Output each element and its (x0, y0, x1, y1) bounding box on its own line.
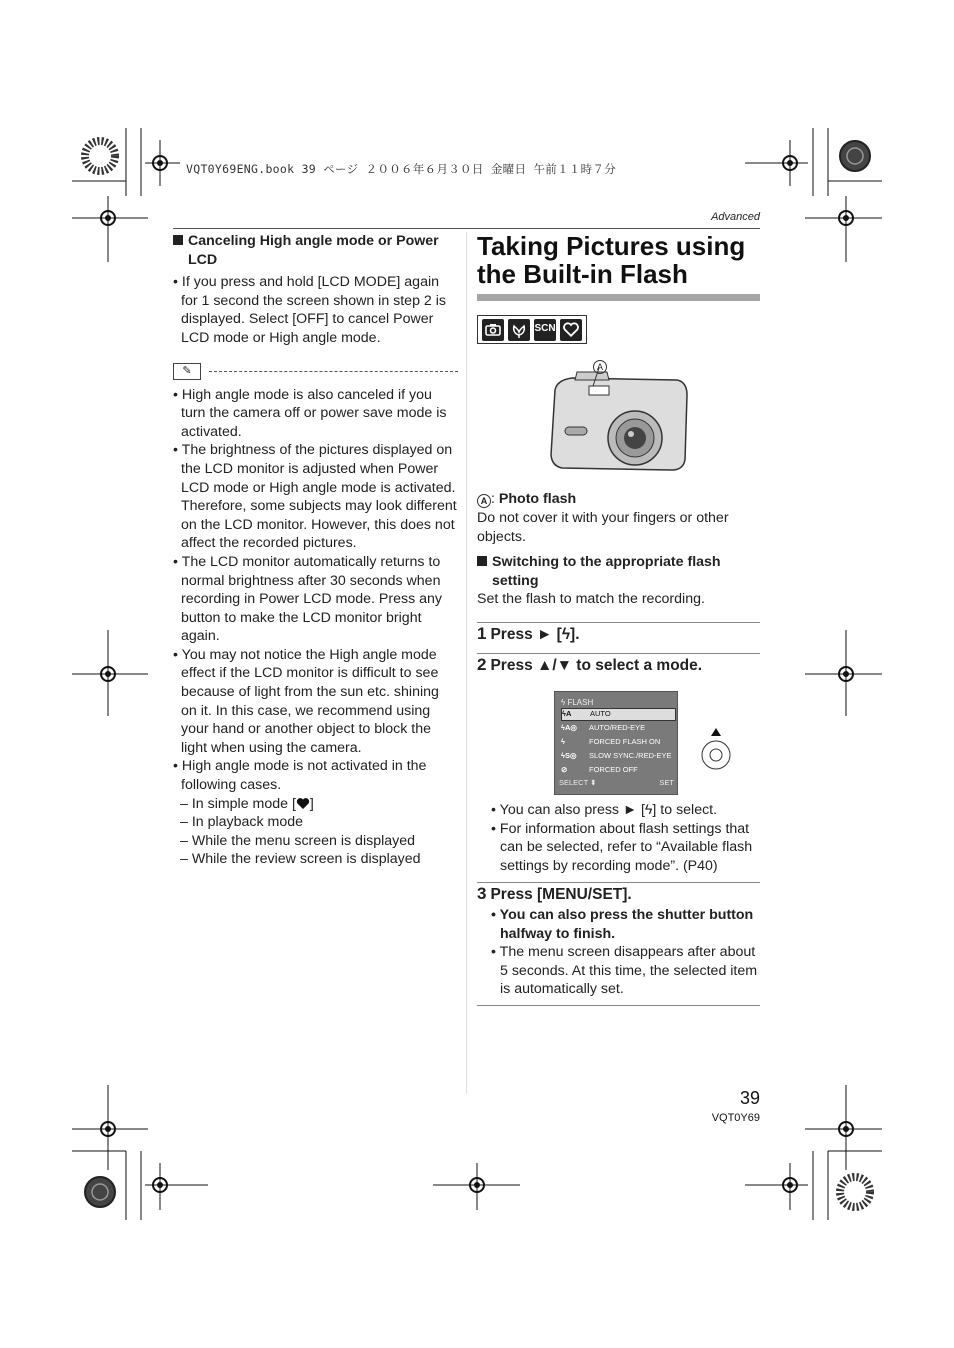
note-bullet: • The brightness of the pictures displayed on the LCD monitor is adjusted when Power LCD mode or High angle mode is activated. Therefore, some subjects may look different on the LCD monitor. However, this does not affect the recorded pictures. (173, 442, 457, 552)
note-bullet: • You may not notice the High angle mode effect if the LCD monitor is difficult to see because of light from the sun etc. shining on it. In this case, we recommend using your hand or another object to block the light when using the camera. (173, 646, 439, 756)
flash-icon: ϟ (561, 626, 571, 643)
lcd-option: ϟA◎ AUTO/RED-EYE (561, 723, 646, 733)
section-label: Advanced (711, 211, 760, 223)
right-column (477, 231, 760, 998)
step-2: 2 Press ▲/▼ to select a mode. (477, 655, 703, 674)
flash-description: Do not cover it with your fingers or other objects. (477, 510, 729, 545)
left-column (173, 232, 458, 869)
lcd-option: ϟ FORCED FLASH ON (561, 737, 661, 747)
simple-mode-icon (560, 319, 582, 341)
callout-a-inline: A (477, 494, 491, 508)
file-header: VQT0Y69ENG.book 39 ページ ２００６年６月３０日 金曜日 午前１１時７分 (186, 162, 617, 176)
step2-bullet: • For information about flash settings that can be selected, refer to “Available flash settings by recording mode”. (P40) (491, 820, 753, 874)
step2-bullet: • You can also press ► [ϟ] to select. (491, 802, 718, 818)
title-underline (477, 294, 760, 301)
note-bullet: • High angle mode is not activated in the following cases. (173, 758, 427, 794)
macro-icon (508, 319, 530, 341)
case-item: – In playback mode (180, 814, 304, 831)
subheading-canceling: Canceling High angle mode or Power LCD (173, 232, 458, 269)
subheading-switching: Switching to the appropriate flash setting (477, 553, 760, 590)
camera-icon (482, 319, 504, 341)
page-title: Taking Pictures using the Built-in Flash (477, 231, 746, 289)
flash-icon: ϟ (644, 802, 653, 818)
step3-bullet: • The menu screen disappears after about 5 seconds. At this time, the selected item is automatically set. (491, 944, 758, 998)
mode-icons (477, 315, 587, 344)
note-header (173, 363, 458, 380)
heart-icon (296, 797, 310, 810)
step2-notes (491, 801, 761, 875)
lcd-option: ϟA AUTO (561, 708, 676, 721)
flash-menu-screen (554, 691, 678, 795)
photo-flash-label: A : Photo flash (477, 490, 576, 509)
intro-bullet: • If you press and hold [LCD MODE] again for 1 second the screen shown in step 2 is displayed. Select [OFF] to cancel Power LCD mode or High angle mode. (173, 274, 446, 346)
case-item: – In simple mode [ ] (180, 795, 314, 812)
top-rule (173, 228, 760, 229)
lcd-select-label: SELECT ⬍ (559, 778, 597, 788)
lcd-footer (559, 774, 674, 793)
square-bullet-icon (173, 235, 183, 245)
square-bullet-icon (477, 556, 487, 566)
case-item: – While the review screen is displayed (180, 851, 421, 868)
switching-description: Set the flash to match the recording. (477, 591, 705, 607)
column-divider (466, 232, 467, 1094)
step-divider (477, 1005, 760, 1006)
page-number: 39 (739, 1088, 760, 1108)
step-divider (477, 653, 760, 654)
lcd-set-label: SET (659, 778, 674, 788)
step-divider (477, 882, 760, 883)
step-3: 3 Press [MENU/SET]. (477, 884, 632, 903)
lcd-option: ⊘ FORCED OFF (561, 765, 638, 775)
step-1: 1 Press ► [ϟ]. (477, 624, 580, 643)
dpad-icon (699, 714, 733, 772)
step3-bullet: • You can also press the shutter button halfway to finish. (491, 907, 754, 942)
step-divider (477, 622, 760, 623)
lcd-option: ϟS◎ SLOW SYNC./RED-EYE (561, 751, 672, 761)
camera-illustration (547, 360, 692, 485)
scn-icon: SCN (534, 319, 556, 341)
model-code: VQT0Y69 (711, 1112, 760, 1124)
callout-a: A (593, 360, 607, 374)
note-bullet: • High angle mode is also canceled if you turn the camera off or power save mode is activated. (173, 386, 447, 440)
step3-notes (491, 906, 761, 999)
lcd-title: ϟ FLASH (561, 698, 594, 707)
note-bullet: • The LCD monitor automatically returns to normal brightness after 30 seconds when recording in Power LCD mode. Press any button to make the LCD monitor bright again. (173, 553, 443, 645)
note-divider (209, 371, 458, 372)
case-item: – While the menu screen is displayed (180, 832, 416, 849)
note-icon: ✎ (173, 363, 201, 380)
